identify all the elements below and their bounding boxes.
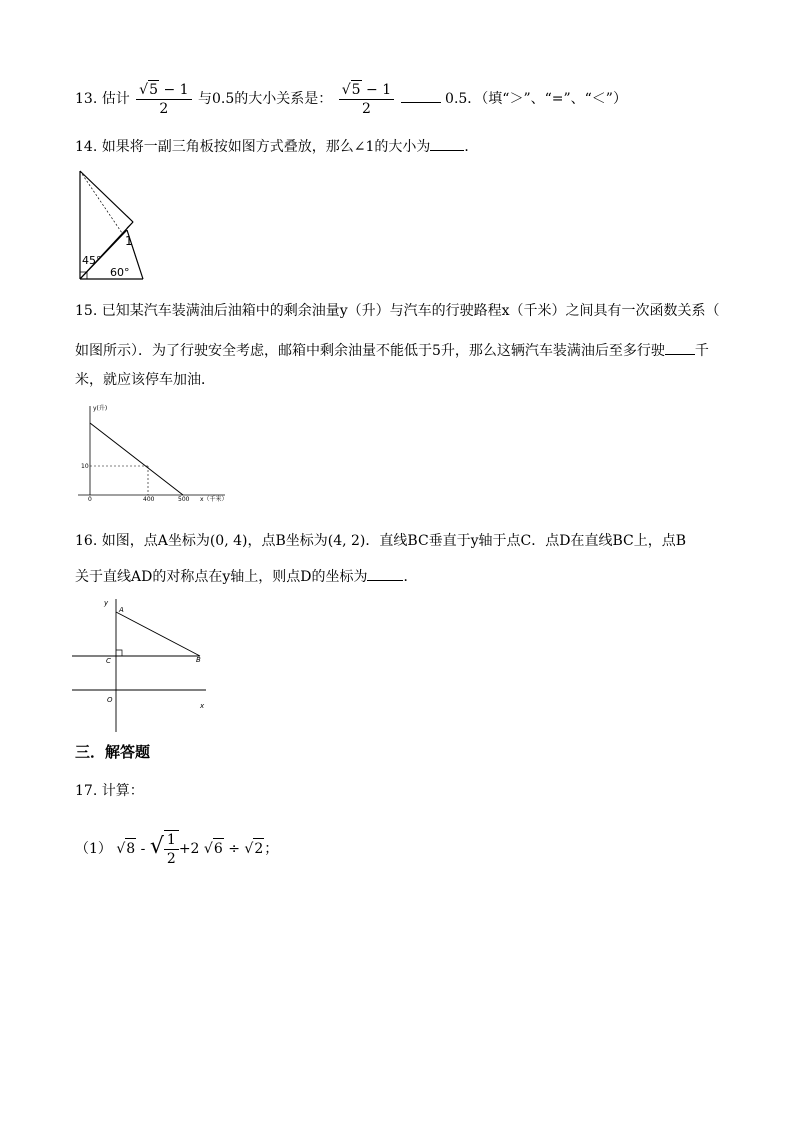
- question-13: [75, 80, 627, 118]
- q13-mid: 与0.5的大小关系是：: [198, 91, 333, 107]
- q15-answer-blank[interactable]: [665, 340, 695, 355]
- q15-origin-label: 0: [88, 496, 92, 503]
- sqrt-sign: √: [341, 82, 351, 98]
- q17-fraction: $\frac{1}{2}$: [164, 830, 179, 868]
- q13-lead: 估计: [101, 91, 130, 107]
- q15-y-tick-10: 10: [81, 463, 89, 470]
- q13-answer-blank[interactable]: [401, 88, 441, 103]
- question-15-line-1: 15. 已知某汽车装满油后油箱中的剩余油量y（升）与汽车的行驶路程x（千米）之间具有一次函数关系（: [75, 303, 720, 319]
- q16-point-A: A: [119, 606, 124, 614]
- sqrt-sign: √: [116, 841, 126, 857]
- q15-x-tick-500: 500: [178, 496, 190, 503]
- q14-text: 14. 如果将一副三角板按如图方式叠放，那么∠1的大小为: [75, 139, 431, 155]
- section-3-heading: 三．解答题: [75, 743, 151, 761]
- q16-point-C: C: [106, 657, 111, 665]
- q16-x-axis-label: x: [200, 702, 205, 710]
- question-14: 14. 如果将一副三角板按如图方式叠放，那么∠1的大小为 ．: [75, 136, 478, 157]
- q14-label-1: 1: [125, 234, 133, 248]
- q16-point-B: B: [196, 656, 201, 664]
- q14-label-45: 45°: [82, 254, 102, 267]
- q16-point-O: O: [107, 696, 113, 704]
- sqrt-sign: √: [149, 834, 164, 859]
- q16-coordinate-figure: [70, 595, 220, 735]
- q15-y-axis-label: y(升): [93, 405, 108, 412]
- q14-answer-blank[interactable]: [430, 136, 464, 151]
- question-16-line-1: 16. 如图，点A坐标为(0, 4)，点B坐标为(4, 2)．直线BC垂直于y轴于点C．点D在直线BC上，点B: [75, 533, 687, 549]
- q15-fuel-graph: [75, 400, 235, 508]
- question-16-line-2: 关于直线AD的对称点在y轴上，则点D的坐标为 ．: [75, 566, 417, 587]
- question-17-title: 17. 计算：: [75, 783, 144, 799]
- q13-tail: 0.5．（填“＞”、“=”、“＜”）: [445, 91, 627, 107]
- q14-triangle-figure: [75, 166, 147, 282]
- q16-answer-blank[interactable]: [367, 566, 403, 581]
- q15-x-tick-400: 400: [143, 496, 155, 503]
- q13-number: 13.: [75, 91, 98, 107]
- q14-label-60: 60°: [110, 266, 130, 279]
- q15-x-axis-label: x（千米）: [200, 496, 228, 503]
- q13-fraction-2: $\frac{√5 - 1}{2}$: [339, 80, 394, 118]
- question-17-part-1: （1） √8 - √ $\frac{1}{2}$ +2 √6 ÷ √2；: [75, 832, 279, 867]
- question-15-line-2: 如图所示）．为了行驶安全考虑，邮箱中剩余油量不能低于5升，那么这辆汽车装满油后至多行驶 千: [75, 340, 709, 361]
- q16-y-axis-label: y: [104, 599, 109, 607]
- sqrt-sign: √: [203, 841, 213, 857]
- sqrt-sign: √: [244, 841, 254, 857]
- q13-fraction-1: $\frac{√5 - 1}{2}$: [136, 80, 191, 118]
- question-15-line-3: 米，就应该停车加油．: [75, 372, 215, 388]
- sqrt-sign: √: [139, 82, 149, 98]
